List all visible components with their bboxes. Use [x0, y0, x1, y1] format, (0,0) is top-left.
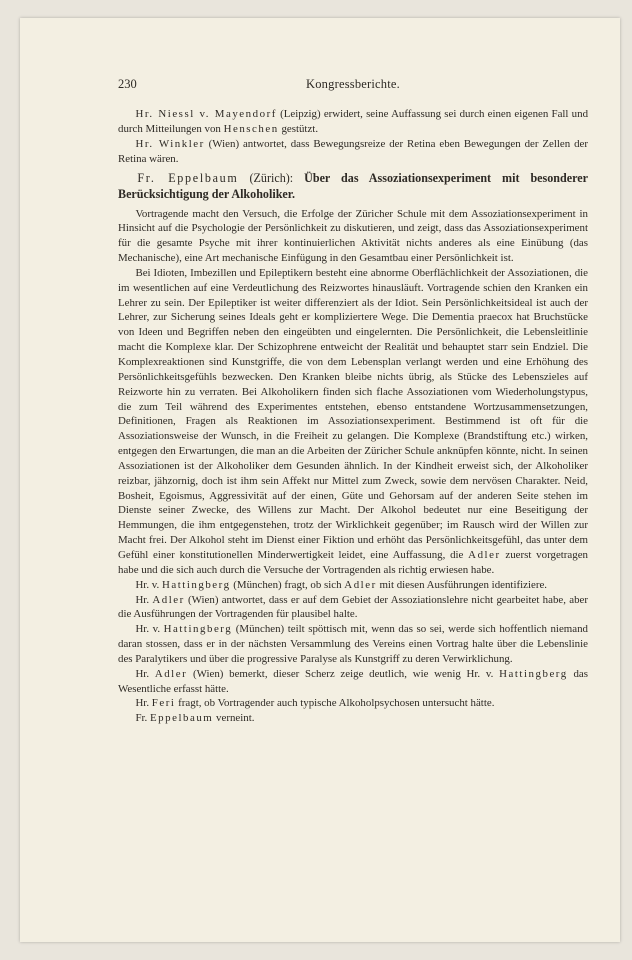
- discussion-feri: [118, 696, 588, 711]
- book-page: [20, 18, 620, 942]
- section-heading: [118, 171, 588, 202]
- heading-author: Fr. Eppelbaum: [137, 171, 239, 186]
- title-prefix: Hr. v.: [135, 578, 162, 591]
- speaker-name: Adler: [152, 593, 185, 606]
- title-prefix: Hr.: [135, 593, 153, 606]
- paragraph-text: (Leipzig) erwidert, seine Auffassung sei durch einen eigenen Fall und durch Mitteilungen von: [118, 108, 589, 135]
- paragraph-text: zuerst vorgetragen habe und die sich auch durch die Versuche der Vortragenden als richtig erwiesen habe.: [118, 548, 588, 576]
- running-head: Kongressberichte.: [306, 77, 400, 91]
- paragraph-text: (Wien) bemerkt, dieser Scherz zeige deutlich, wie wenig Hr. v.: [187, 667, 500, 680]
- heading-place: (Zürich):: [238, 171, 305, 186]
- discussion-eppelbaum: [118, 711, 588, 726]
- paragraph-text: (Wien) antwortet, dass er auf dem Gebiet der Assoziationslehre nicht gearbeitet habe, aber die Ausführungen der Vortragenden für plausibel halte.: [118, 593, 588, 621]
- paragraph-winkler: [118, 137, 588, 167]
- page-content: [118, 76, 588, 726]
- paragraph-text: (München) teilt spöttisch mit, wenn das so sei, werde sich hoffentlich niemand daran stossen, dass er in der nächsten Versammlung des Vereins einen Vortrag halte über die Lebenslinie des Paralytikers und über die progressive Paralyse als Kunstgriff zu deren Verwirklichung.: [118, 623, 588, 665]
- discussion-hattingberg-1: [118, 578, 588, 593]
- paragraph-text: (München) fragt, ob sich: [230, 578, 345, 591]
- cited-name: Hattingberg: [499, 667, 568, 680]
- speaker-name: Hattingberg: [163, 623, 233, 636]
- speaker-name: Eppelbaum: [149, 712, 214, 725]
- cited-name: Henschen: [223, 122, 279, 135]
- discussion-adler-1: [118, 593, 588, 623]
- title-prefix: Hr. v.: [135, 623, 164, 636]
- title-prefix: Fr.: [135, 712, 150, 725]
- discussion-hattingberg-2: [118, 622, 588, 667]
- speaker-name: Hattingberg: [161, 578, 231, 591]
- title-prefix: Hr.: [135, 697, 152, 710]
- title-prefix: Hr.: [135, 667, 155, 680]
- paragraph-text: mit diesen Ausführungen identifiziere.: [376, 578, 548, 591]
- speaker-name: Hr. Niessl v. Mayendorf: [135, 108, 277, 120]
- speaker-name: Adler: [154, 667, 188, 680]
- paragraph-text: (Wien) antwortet, dass Bewegungsreize der Retina eben Bewegungen der Zellen der Retina wären.: [118, 137, 588, 165]
- body-paragraph-2: [118, 266, 588, 578]
- paragraph-text: das Wesentliche erfasst hätte.: [118, 667, 589, 695]
- cited-name: Adler: [468, 548, 501, 561]
- paragraph-text: gestützt.: [278, 122, 319, 135]
- page-number: 230: [118, 77, 137, 91]
- paragraph-niessl: [118, 107, 588, 137]
- paragraph-text: fragt, ob Vortragender auch typische Alkoholpsychosen untersucht hätte.: [175, 697, 495, 710]
- cited-name: Adler: [344, 578, 377, 591]
- body-paragraph-1: Vortragende macht den Versuch, die Erfolge der Züricher Schule mit dem Assoziationsexperiment in Hinsicht auf die Psychologie der Persönlichkeit zu diskutieren, und zeigt, dass das Assoziationsexperiment für die gesamte Psyche mit ihrer kontinuierlichen Aktivität nichts anderes als eine Einübung (das Mechanische), eine Art mechanische Einfügung in den Gesamtbau einer Persönlichkeit ist.: [118, 207, 588, 265]
- paragraph-text: verneint.: [213, 712, 255, 725]
- discussion-adler-2: [118, 667, 588, 697]
- heading-title: Über das Assoziationsexperiment mit besonderer Berücksichtigung der Alkoholiker.: [118, 171, 589, 201]
- page-header: [118, 76, 588, 93]
- speaker-name: Feri: [151, 697, 176, 710]
- speaker-name: Hr. Winkler: [135, 137, 205, 150]
- paragraph-text: Bei Idioten, Imbezillen und Epileptikern besteht eine abnorme Oberflächlichkeit der Assoziationen, die im wesentlichen auf eine Verdeutlichung des Reizwortes hinausläuft. Vortragende schien den Kranken ein Lehrer zu sein. Der Epileptiker ist weiter differenziert als der Idiot. Sein Persönlichkeitsideal ist auch der Lehrer, zur Sicherung seines Ideals geht er kompliziertere Wege. Die Dementia praecox hat Bruchstücke von Ideen und Begriffen neben den eingeübten und eingelernten. Die Persönlichkeit, die Lebensleitlinie macht die Komplexe klar. Der Schizophrene entweicht der Realität und behauptet starr sein Endziel. Die Komplexreaktionen sind Kunstgriffe, die von dem Lebensplan verlangt werden und eine Erhöhung des Persönlichkeitsgefühls bezwecken. Den Kranken bleibe nichts übrig, als Stücke des Lebenszieles auf Reizworte hin zu verraten. Bei Alkoholikern finden sich flache Assoziationen vom Wiederholungstypus, die zum Teil während des Experimentes entstehen, ebenso entstandene Wortzusammensetzungen, Definitionen, Fragen als Reaktionen im Assoziationsexperiment. Bestimmend ist oft für die Assoziationsweise der Wunsch, in die Freiheit zu gelangen. Die Komplexe (Brandstiftung etc.) wirken, entgegen den Erwartungen, die man an die Arbeiten der Züricher Schule anknüpfen könnte, nicht. In seinen Assoziationen ist der Alkoholiker dem Gesunden ähnlich. In der Kindheit erweist sich, der Alkoholiker reizbar, jähzornig, doch ist ihm sein Affekt nur Mittel zum Zweck, sowie dem nervösen Charakter. Neid, Bosheit, Egoismus, Aggressivität auf der einen, Güte und Gehorsam auf der anderen Seite stehen im Dienste seiner Zwecke, des Willens zur Macht. Der Alkohol bedeutet nur eine Beseitigung der Hemmungen, die ihm entgegenstehen, trotz der Wirklichkeit gegenüber; im Rausch wird der Willen zur Macht frei. Der Alkohol steht im Dienst einer Fiktion und erhöht das Persönlichkeitsgefühl, das unter dem Gefühl einer konstitutionellen Minderwertigkeit leidet, eine Auffassung, die: [118, 266, 588, 561]
